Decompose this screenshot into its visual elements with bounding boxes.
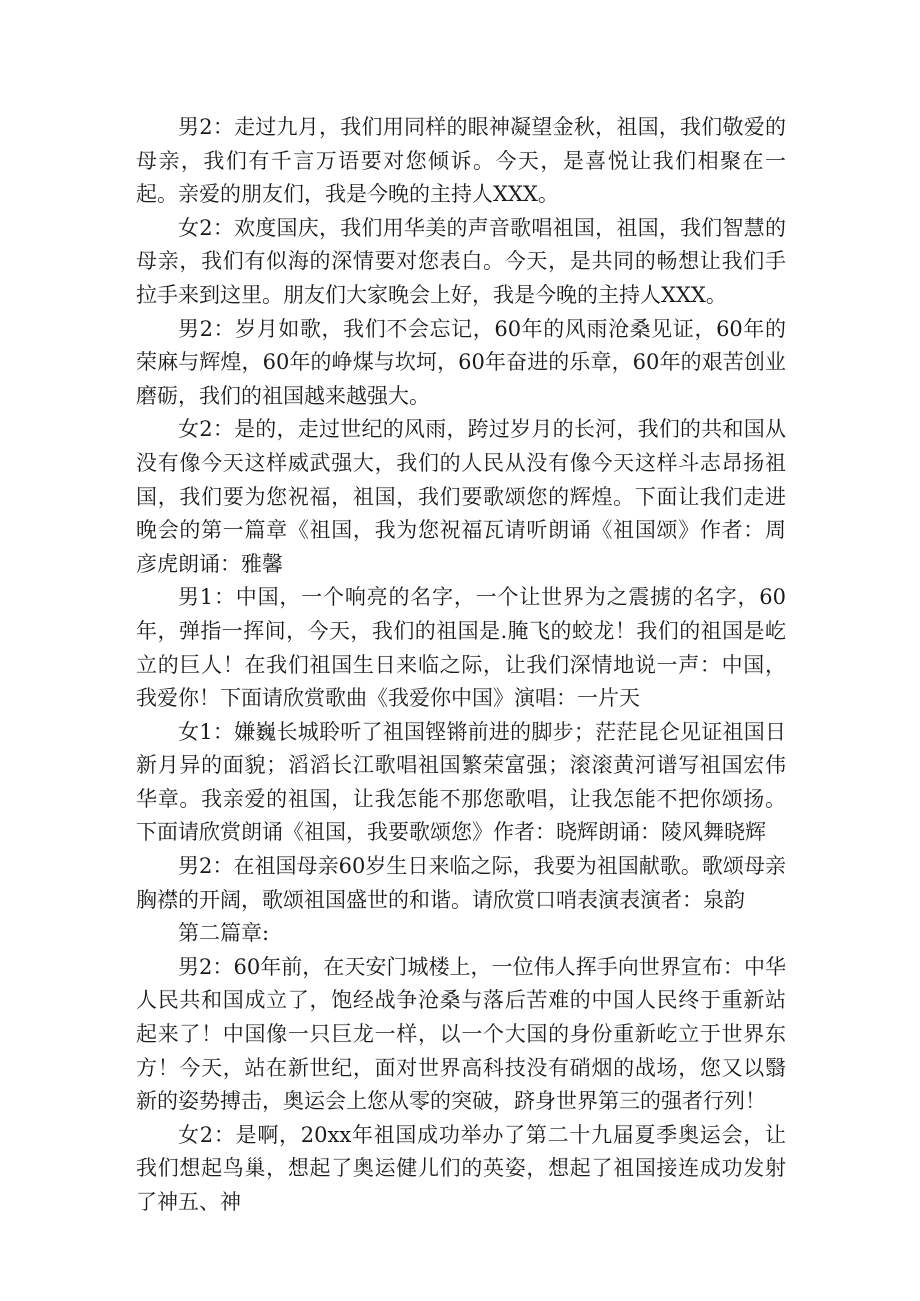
paragraph-9: 女2：是啊，20xx年祖国成功举办了第二十九届夏季奥运会，让我们想起鸟巢，想起了奥运健儿们的英姿，想起了祖国接连成功发射了神五、神 xyxy=(136,1122,786,1214)
paragraph-1: 男2：走过九月，我们用同样的眼神凝望金秋，祖国，我们敬爱的母亲，我们有千言万语要对您倾诉。今天，是喜悦让我们相聚在一起。亲爱的朋友们，我是今晚的主持人XXX。 xyxy=(136,115,786,207)
paragraph-6: 女1：嫌巍长城聆听了祖国铿锵前进的脚步；茫茫昆仑见证祖国日新月异的面貌；滔滔长江歌唱祖国繁荣富强；滚滚黄河谱写祖国宏伟华章。我亲爱的祖国，让我怎能不那您歌唱，让我怎能不把你颂扬。下面请欣赏朗诵《祖国，我要歌颂您》作者：晓辉朗诵：陵风舞晓辉 xyxy=(136,719,786,845)
paragraph-7: 男2：在祖国母亲60岁生日来临之际，我要为祖国献歌。歌颂母亲胸襟的开阔，歌颂祖国盛世的和谐。请欣赏口哨表演表演者：泉韵 xyxy=(136,854,786,912)
paragraph-5: 男1：中国，一个响亮的名字，一个让世界为之震掳的名字，60年，弹指一挥间，今天，我们的祖国是.腌飞的蛟龙！我们的祖国是屹立的巨人！在我们祖国生日来临之际，让我们深情地说一声：中国，我爱你！下面请欣赏歌曲《我爱你中国》演唱：一片天 xyxy=(136,585,786,711)
document-body xyxy=(136,111,786,1220)
section-heading: 第二篇章: xyxy=(178,921,270,946)
paragraph-8: 男2：60年前，在天安门城楼上，一位伟人挥手向世界宣布：中华人民共和国成立了，饱经战争沧桑与落后苦难的中国人民终于重新站起来了！中国像一只巨龙一样，以一个大国的身份重新屹立于世界东方！今天，站在新世纪，面对世界高科技没有硝烟的战场，您又以翳新的姿势搏击，奥运会上您从零的突破，跻身世界第三的强者行列！ xyxy=(136,954,786,1114)
paragraph-3: 男2：岁月如歌，我们不会忘记，60年的风雨沧桑见证，60年的荣麻与辉煌，60年的峥煤与坎坷，60年奋进的乐章，60年的艰苦创业磨砺，我们的祖国越来越强大。 xyxy=(136,316,786,408)
paragraph-4: 女2：是的，走过世纪的风雨，跨过岁月的长河，我们的共和国从没有像今天这样威武强大，我们的人民从没有像今天这样斗志昂扬祖国，我们要为您祝福，祖国，我们要歌颂您的辉煌。下面让我们走进晚会的第一篇章《祖国，我为您祝福瓦请听朗诵《祖国颂》作者：周彦虎朗诵：雅馨 xyxy=(136,417,786,576)
paragraph-2: 女2：欢度国庆，我们用华美的声音歌唱祖国，祖国，我们智慧的母亲，我们有似海的深情要对您表白。今天，是共同的畅想让我们手拉手来到这里。朋友们大家晚会上好，我是今晚的主持人XXX。 xyxy=(136,215,786,307)
